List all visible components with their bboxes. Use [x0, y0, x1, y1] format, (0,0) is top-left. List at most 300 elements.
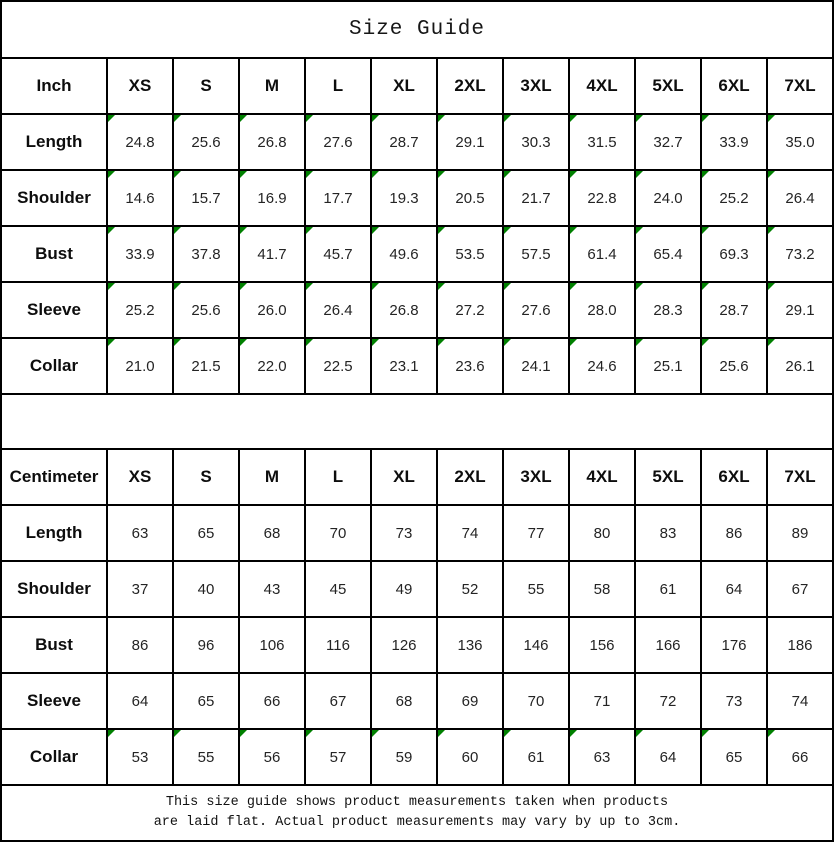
stored-as-text-marker-icon — [768, 171, 775, 178]
stored-as-text-marker-icon — [504, 227, 511, 234]
value-text: 21.5 — [191, 357, 221, 375]
value-text: 67 — [791, 580, 809, 598]
size-column-header: 2XL — [437, 58, 503, 114]
size-column-header: 7XL — [767, 449, 833, 505]
value-cell — [569, 338, 635, 394]
value-text: 61.4 — [587, 245, 617, 263]
value-text: 24.8 — [125, 133, 155, 151]
value-cell — [569, 561, 635, 617]
size-column-header: XS — [107, 58, 173, 114]
size-column-header: 6XL — [701, 449, 767, 505]
row-label-cell: Bust — [1, 226, 107, 282]
value-text: 45 — [329, 580, 347, 598]
value-text: 49 — [395, 580, 413, 598]
value-text: 37.8 — [191, 245, 221, 263]
value-cell — [767, 617, 833, 673]
value-text: 22.8 — [587, 189, 617, 207]
value-text: 106 — [259, 636, 285, 654]
value-text: 68 — [395, 692, 413, 710]
inch-size-table — [0, 57, 834, 395]
value-text: 55 — [527, 580, 545, 598]
stored-as-text-marker-icon — [768, 115, 775, 122]
stored-as-text-marker-icon — [702, 339, 709, 346]
value-text: 61 — [659, 580, 677, 598]
value-cell — [437, 673, 503, 729]
unit-header-cell: Inch — [1, 58, 107, 114]
value-text: 19.3 — [389, 189, 419, 207]
value-cell — [173, 673, 239, 729]
value-cell — [503, 114, 569, 170]
value-text: 35.0 — [785, 133, 815, 151]
value-text: 89 — [791, 524, 809, 542]
stored-as-text-marker-icon — [570, 115, 577, 122]
value-text: 65 — [725, 748, 743, 766]
spacer-row — [0, 395, 834, 448]
value-cell — [701, 170, 767, 226]
measurement-row — [1, 617, 833, 673]
value-cell — [569, 617, 635, 673]
stored-as-text-marker-icon — [174, 283, 181, 290]
stored-as-text-marker-icon — [108, 115, 115, 122]
value-text: 73.2 — [785, 245, 815, 263]
value-text: 60 — [461, 748, 479, 766]
value-cell — [767, 505, 833, 561]
footer-note — [0, 786, 834, 842]
stored-as-text-marker-icon — [438, 227, 445, 234]
value-cell — [371, 617, 437, 673]
stored-as-text-marker-icon — [636, 283, 643, 290]
value-cell — [503, 729, 569, 785]
value-text: 53 — [131, 748, 149, 766]
value-cell — [305, 561, 371, 617]
stored-as-text-marker-icon — [702, 171, 709, 178]
value-cell — [107, 505, 173, 561]
size-column-header: 7XL — [767, 58, 833, 114]
stored-as-text-marker-icon — [438, 339, 445, 346]
row-label-cell: Bust — [1, 617, 107, 673]
measurement-row — [1, 505, 833, 561]
value-text: 25.6 — [191, 133, 221, 151]
value-text: 15.7 — [191, 189, 221, 207]
stored-as-text-marker-icon — [174, 171, 181, 178]
value-text: 186 — [787, 636, 813, 654]
row-label-cell: Collar — [1, 338, 107, 394]
value-text: 41.7 — [257, 245, 287, 263]
value-cell — [437, 338, 503, 394]
value-text: 56 — [263, 748, 281, 766]
value-text: 29.1 — [455, 133, 485, 151]
size-table-header-row — [1, 58, 833, 114]
size-column-header: 5XL — [635, 58, 701, 114]
stored-as-text-marker-icon — [108, 339, 115, 346]
value-cell — [305, 338, 371, 394]
value-cell — [371, 338, 437, 394]
value-cell — [173, 617, 239, 673]
stored-as-text-marker-icon — [372, 283, 379, 290]
value-cell — [635, 170, 701, 226]
stored-as-text-marker-icon — [768, 283, 775, 290]
value-cell — [305, 617, 371, 673]
value-text: 166 — [655, 636, 681, 654]
value-text: 59 — [395, 748, 413, 766]
value-cell — [503, 338, 569, 394]
size-column-header: L — [305, 58, 371, 114]
stored-as-text-marker-icon — [240, 339, 247, 346]
value-text: 27.2 — [455, 301, 485, 319]
value-cell — [701, 338, 767, 394]
footer-note-line-1: This size guide shows product measurements taken when products — [165, 795, 669, 810]
stored-as-text-marker-icon — [768, 730, 775, 737]
value-text: 33.9 — [719, 133, 749, 151]
value-text: 22.5 — [323, 357, 353, 375]
size-column-header: S — [173, 449, 239, 505]
value-text: 28.7 — [719, 301, 749, 319]
value-text: 73 — [725, 692, 743, 710]
value-text: 33.9 — [125, 245, 155, 263]
value-cell — [569, 505, 635, 561]
value-text: 126 — [391, 636, 417, 654]
value-text: 20.5 — [455, 189, 485, 207]
stored-as-text-marker-icon — [240, 283, 247, 290]
value-text: 29.1 — [785, 301, 815, 319]
value-cell — [437, 505, 503, 561]
size-column-header: 3XL — [503, 58, 569, 114]
value-cell — [569, 170, 635, 226]
stored-as-text-marker-icon — [372, 730, 379, 737]
stored-as-text-marker-icon — [372, 227, 379, 234]
value-cell — [173, 338, 239, 394]
stored-as-text-marker-icon — [306, 171, 313, 178]
stored-as-text-marker-icon — [108, 730, 115, 737]
measurement-row — [1, 561, 833, 617]
size-column-header: M — [239, 449, 305, 505]
value-text: 37 — [131, 580, 149, 598]
value-cell — [173, 170, 239, 226]
value-text: 156 — [589, 636, 615, 654]
value-text: 26.4 — [323, 301, 353, 319]
value-text: 136 — [457, 636, 483, 654]
stored-as-text-marker-icon — [768, 339, 775, 346]
stored-as-text-marker-icon — [174, 115, 181, 122]
value-cell — [569, 673, 635, 729]
value-text: 74 — [461, 524, 479, 542]
value-cell — [767, 114, 833, 170]
stored-as-text-marker-icon — [504, 115, 511, 122]
value-text: 49.6 — [389, 245, 419, 263]
value-cell — [767, 561, 833, 617]
value-text: 24.6 — [587, 357, 617, 375]
stored-as-text-marker-icon — [636, 171, 643, 178]
value-text: 64 — [131, 692, 149, 710]
value-cell — [437, 282, 503, 338]
stored-as-text-marker-icon — [504, 283, 511, 290]
value-cell — [305, 729, 371, 785]
value-text: 64 — [725, 580, 743, 598]
value-cell — [305, 673, 371, 729]
row-label-cell: Shoulder — [1, 561, 107, 617]
size-column-header: XL — [371, 449, 437, 505]
value-text: 77 — [527, 524, 545, 542]
value-cell — [503, 673, 569, 729]
value-cell — [503, 505, 569, 561]
value-cell — [173, 226, 239, 282]
stored-as-text-marker-icon — [306, 227, 313, 234]
stored-as-text-marker-icon — [768, 227, 775, 234]
value-text: 64 — [659, 748, 677, 766]
value-text: 71 — [593, 692, 611, 710]
stored-as-text-marker-icon — [504, 171, 511, 178]
value-cell — [173, 561, 239, 617]
value-cell — [305, 282, 371, 338]
stored-as-text-marker-icon — [438, 730, 445, 737]
value-cell — [239, 729, 305, 785]
value-text: 86 — [725, 524, 743, 542]
value-cell — [701, 505, 767, 561]
value-text: 28.3 — [653, 301, 683, 319]
stored-as-text-marker-icon — [438, 171, 445, 178]
value-cell — [701, 729, 767, 785]
stored-as-text-marker-icon — [108, 171, 115, 178]
value-text: 26.0 — [257, 301, 287, 319]
size-column-header: XL — [371, 58, 437, 114]
value-cell — [767, 170, 833, 226]
value-text: 66 — [263, 692, 281, 710]
size-column-header: 6XL — [701, 58, 767, 114]
stored-as-text-marker-icon — [174, 730, 181, 737]
value-text: 24.1 — [521, 357, 551, 375]
value-text: 58 — [593, 580, 611, 598]
measurement-row — [1, 282, 833, 338]
value-cell — [437, 729, 503, 785]
value-cell — [569, 226, 635, 282]
row-label-cell: Sleeve — [1, 282, 107, 338]
value-text: 25.2 — [719, 189, 749, 207]
value-cell — [569, 282, 635, 338]
stored-as-text-marker-icon — [240, 227, 247, 234]
stored-as-text-marker-icon — [174, 339, 181, 346]
value-cell — [371, 114, 437, 170]
value-cell — [173, 114, 239, 170]
measurement-row — [1, 338, 833, 394]
stored-as-text-marker-icon — [504, 730, 511, 737]
value-cell — [635, 729, 701, 785]
size-column-header: 3XL — [503, 449, 569, 505]
value-text: 32.7 — [653, 133, 683, 151]
stored-as-text-marker-icon — [372, 115, 379, 122]
value-cell — [371, 505, 437, 561]
stored-as-text-marker-icon — [108, 283, 115, 290]
stored-as-text-marker-icon — [570, 171, 577, 178]
value-cell — [239, 114, 305, 170]
value-cell — [107, 617, 173, 673]
size-column-header: M — [239, 58, 305, 114]
value-text: 28.7 — [389, 133, 419, 151]
value-cell — [371, 170, 437, 226]
value-cell — [701, 617, 767, 673]
row-label-cell: Sleeve — [1, 673, 107, 729]
value-cell — [635, 226, 701, 282]
value-cell — [371, 673, 437, 729]
value-cell — [767, 226, 833, 282]
value-text: 26.1 — [785, 357, 815, 375]
unit-header-cell: Centimeter — [1, 449, 107, 505]
value-text: 57.5 — [521, 245, 551, 263]
stored-as-text-marker-icon — [372, 339, 379, 346]
value-cell — [701, 114, 767, 170]
stored-as-text-marker-icon — [306, 730, 313, 737]
value-text: 25.2 — [125, 301, 155, 319]
centimeter-size-table — [0, 448, 834, 786]
value-text: 25.6 — [719, 357, 749, 375]
value-text: 17.7 — [323, 189, 353, 207]
value-text: 65 — [197, 692, 215, 710]
value-text: 22.0 — [257, 357, 287, 375]
value-cell — [107, 338, 173, 394]
value-cell — [107, 282, 173, 338]
value-text: 69.3 — [719, 245, 749, 263]
value-text: 31.5 — [587, 133, 617, 151]
value-text: 96 — [197, 636, 215, 654]
value-cell — [503, 617, 569, 673]
stored-as-text-marker-icon — [636, 227, 643, 234]
stored-as-text-marker-icon — [438, 283, 445, 290]
value-text: 67 — [329, 692, 347, 710]
value-cell — [371, 282, 437, 338]
value-cell — [371, 226, 437, 282]
value-cell — [503, 226, 569, 282]
size-column-header: 2XL — [437, 449, 503, 505]
stored-as-text-marker-icon — [306, 283, 313, 290]
value-text: 61 — [527, 748, 545, 766]
value-text: 86 — [131, 636, 149, 654]
value-cell — [239, 282, 305, 338]
value-text: 23.1 — [389, 357, 419, 375]
value-cell — [635, 114, 701, 170]
value-cell — [569, 114, 635, 170]
value-cell — [305, 226, 371, 282]
footer-note-line-2: are laid flat. Actual product measurements may vary by up to 3cm. — [153, 815, 681, 830]
stored-as-text-marker-icon — [636, 339, 643, 346]
value-text: 26.4 — [785, 189, 815, 207]
value-cell — [239, 561, 305, 617]
size-table-header-row — [1, 449, 833, 505]
page-title: Size Guide — [0, 0, 834, 57]
row-label-cell: Shoulder — [1, 170, 107, 226]
measurement-row — [1, 729, 833, 785]
value-text: 53.5 — [455, 245, 485, 263]
value-cell — [767, 729, 833, 785]
value-text: 40 — [197, 580, 215, 598]
value-cell — [107, 114, 173, 170]
value-cell — [635, 673, 701, 729]
measurement-row — [1, 673, 833, 729]
value-text: 24.0 — [653, 189, 683, 207]
value-cell — [701, 226, 767, 282]
value-text: 68 — [263, 524, 281, 542]
value-text: 21.7 — [521, 189, 551, 207]
stored-as-text-marker-icon — [570, 283, 577, 290]
value-text: 45.7 — [323, 245, 353, 263]
value-cell — [239, 226, 305, 282]
value-cell — [635, 282, 701, 338]
value-text: 70 — [527, 692, 545, 710]
value-cell — [437, 617, 503, 673]
stored-as-text-marker-icon — [306, 339, 313, 346]
value-cell — [635, 505, 701, 561]
value-text: 16.9 — [257, 189, 287, 207]
size-column-header: S — [173, 58, 239, 114]
value-cell — [107, 561, 173, 617]
value-cell — [767, 673, 833, 729]
value-text: 69 — [461, 692, 479, 710]
value-text: 14.6 — [125, 189, 155, 207]
value-text: 27.6 — [521, 301, 551, 319]
value-text: 30.3 — [521, 133, 551, 151]
value-cell — [635, 338, 701, 394]
stored-as-text-marker-icon — [240, 730, 247, 737]
value-text: 25.1 — [653, 357, 683, 375]
row-label-cell: Length — [1, 505, 107, 561]
stored-as-text-marker-icon — [702, 730, 709, 737]
value-cell — [371, 729, 437, 785]
value-text: 63 — [593, 748, 611, 766]
value-text: 21.0 — [125, 357, 155, 375]
value-text: 27.6 — [323, 133, 353, 151]
value-cell — [503, 282, 569, 338]
stored-as-text-marker-icon — [702, 227, 709, 234]
value-cell — [107, 673, 173, 729]
value-text: 116 — [326, 636, 350, 654]
stored-as-text-marker-icon — [702, 283, 709, 290]
value-cell — [305, 170, 371, 226]
value-cell — [635, 617, 701, 673]
size-column-header: 4XL — [569, 449, 635, 505]
value-text: 176 — [721, 636, 747, 654]
stored-as-text-marker-icon — [108, 227, 115, 234]
value-text: 83 — [659, 524, 677, 542]
value-text: 70 — [329, 524, 347, 542]
value-cell — [701, 561, 767, 617]
size-column-header: 4XL — [569, 58, 635, 114]
stored-as-text-marker-icon — [504, 339, 511, 346]
value-cell — [635, 561, 701, 617]
measurement-row — [1, 114, 833, 170]
value-cell — [239, 338, 305, 394]
row-label-cell: Length — [1, 114, 107, 170]
value-cell — [173, 729, 239, 785]
value-cell — [371, 561, 437, 617]
value-cell — [239, 505, 305, 561]
value-cell — [503, 170, 569, 226]
stored-as-text-marker-icon — [240, 171, 247, 178]
value-cell — [767, 338, 833, 394]
value-cell — [437, 561, 503, 617]
value-text: 65 — [197, 524, 215, 542]
value-text: 65.4 — [653, 245, 683, 263]
stored-as-text-marker-icon — [570, 339, 577, 346]
value-cell — [437, 170, 503, 226]
value-cell — [239, 617, 305, 673]
value-text: 73 — [395, 524, 413, 542]
stored-as-text-marker-icon — [174, 227, 181, 234]
value-cell — [305, 505, 371, 561]
value-cell — [107, 729, 173, 785]
stored-as-text-marker-icon — [306, 115, 313, 122]
value-cell — [701, 673, 767, 729]
value-text: 28.0 — [587, 301, 617, 319]
value-text: 43 — [263, 580, 281, 598]
size-column-header: 5XL — [635, 449, 701, 505]
